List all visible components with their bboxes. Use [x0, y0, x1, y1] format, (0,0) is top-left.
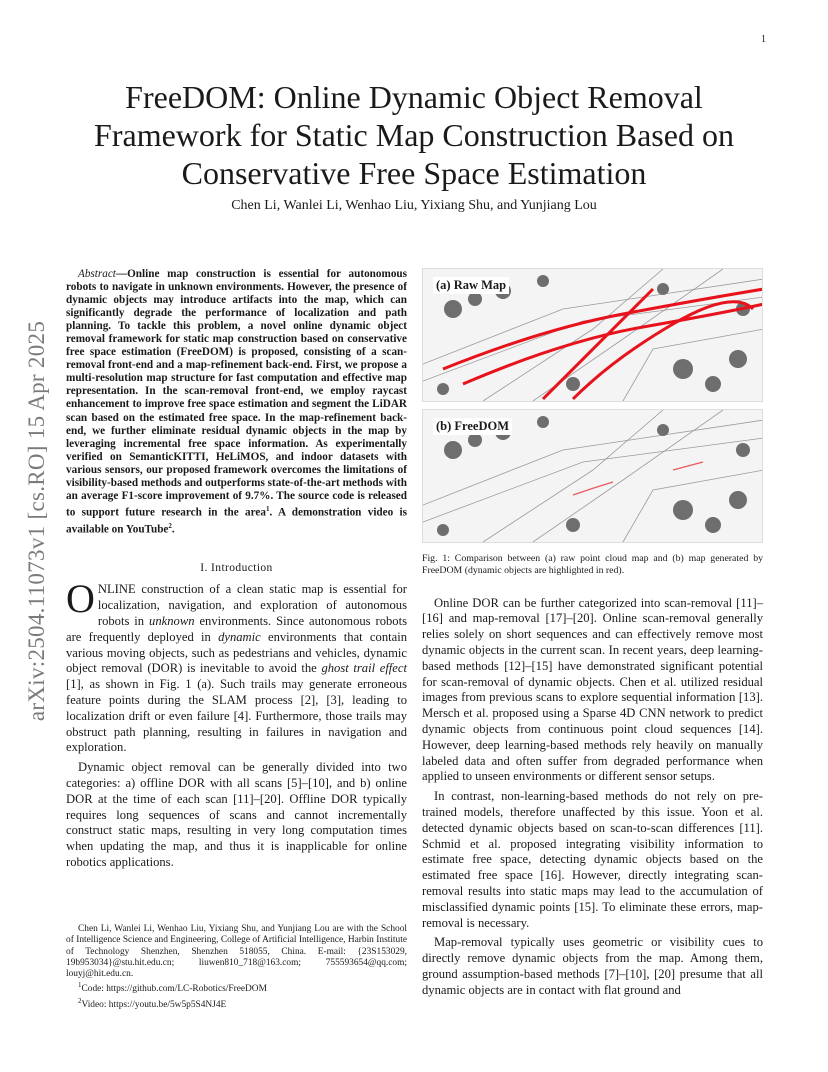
right-paragraph-2: In contrast, non-learning-based methods do not rely on pre-trained models, therefore unaffected by this issue. Yoon et al. detected dynamic objects based on scan-to-scan differences [11]. Schmid et al. proposed integrating visibility information to estimate free space, detecting dynamic objects based on the estimated free space [16]. However, directly integrating scan-removal results into static maps may lead to the accumulation of misclassified dynamic points [15]. To eliminate these errors, map-removal is necessary.: [422, 789, 763, 930]
abstract-text-2: . A demonstration video is available on YouTube: [66, 506, 407, 536]
intro-p1-text-c: environments that contain various moving objects, such as pedestrians and vehicles, dynamic object removal (DOR) is inevitable to avoid the: [66, 629, 407, 676]
panel-label-raw-map: (a) Raw Map: [433, 277, 509, 294]
footnote-code: [66, 980, 407, 995]
footnote-ref-2: 2: [168, 521, 172, 530]
section-heading-introduction: I. Introduction: [200, 562, 273, 575]
drop-cap: O: [66, 576, 95, 622]
intro-paragraph-2: Dynamic object removal can be generally divided into two categories: a) offline DOR with all scans [5]–[10], and b) online DOR at the time of each scan [11]–[20]. Offline DOR typically requires long sequences of scans and cannot incrementally construct static maps, resulting in very long computation times when updating the map, and thus it is inapplicable for online robotics applications.: [66, 760, 407, 869]
left-column: [66, 268, 407, 871]
intro-p1-text-b: environments. Since autonomous robots are frequently deployed in: [66, 614, 408, 644]
intro-emph-dynamic: dynamic: [218, 629, 261, 644]
footnote-video: [66, 996, 407, 1011]
footnote-ref-1: 1: [265, 504, 270, 513]
abstract-text: —Online map construction is essential for autonomous robots to navigate in unknown environments. However, the presence of dynamic objects may introduce artifacts into the map, which can significantly degrade the performance of localization and path planning. To tackle this problem, a novel online dynamic object removal framework for static map construction based on conservative free space estimation (FreeDOM) is proposed, consisting of a scan-removal front-end and a map-refinement back-end. First, we propose a multi-resolution map structure for fast computation and effective map representation. In the scan-removal front-end, we employ raycast enhancement to improve free space estimation and segment the LiDAR scan based on the estimated free space. In the map-refinement back-end, we further eliminate residual dynamic objects in the map by leveraging incremental free space information. As experimentally verified on SemanticKITTI, HeLiMOS, and indoor datasets with various sensors, our proposed framework overcomes the limitations of visibility-based methods and outperforms state-of-the-art methods with an average F1-score improvement of 9.7%. The source code is released to support future research in the area: [66, 268, 407, 519]
intro-paragraph-1: [66, 576, 408, 756]
intro-emph-unknown: unknown: [149, 614, 195, 628]
intro-p1-text-a: NLINE construction of a clean static map is essential for localization, navigation, and exploration of autonomous robots in: [97, 582, 407, 628]
author-list: Chen Li, Wanlei Li, Wenhao Liu, Yixiang Shu, and Yunjiang Lou: [231, 198, 597, 213]
intro-p1-text-d: [1], as shown in Fig. 1 (a). Such trails may generate erroneous feature points during the SLAM process [2], [3], leading to localization drift or even failure [4]. Furthermore, those trails may obstruct path planning, resulting in failures in navigation and exploration.: [66, 677, 407, 755]
intro-emph-ghost-trail: ghost trail effect: [321, 661, 407, 676]
figure-panel-raw-map: [422, 268, 763, 402]
arxiv-stamp-text: arXiv:2504.11073v1 [cs.RO] 15 Apr 2025: [24, 320, 50, 722]
abstract-end: .: [171, 523, 175, 536]
footnotes: [66, 924, 407, 1011]
figure-caption: Fig. 1: Comparison between (a) raw point cloud map and (b) map generated by FreeDOM (dynamic objects are highlighted in red).: [422, 553, 763, 576]
arxiv-stamp: [24, 286, 50, 756]
panel-label-freedom: (b) FreeDOM: [433, 418, 512, 435]
right-paragraph-3: Map-removal typically uses geometric or visibility cues to directly remove dynamic objects from the map. Among them, ground assumption-based methods [7]–[10], [20] presume that all dynamic objects are in contact with flat ground and: [422, 935, 763, 997]
footnote-video-text: Video: https://youtu.be/5w5p5S4NJ4E: [81, 1000, 227, 1011]
abstract-label: Abstract: [78, 268, 116, 280]
footnote-affiliation: Chen Li, Wanlei Li, Wenhao Liu, Yixiang Shu, and Yunjiang Lou are with the School of Intelligence Science and Engineering, College of Artificial Intelligence, Harbin Institute of Technology Shenzhen, Shenzhen 518055, China. E-mail: {23S153029, 19b953034}@stu.hit.edu.cn; liuwen810_718@163.com; 755593654@qq.com; louyj@hit.edu.cn.: [66, 924, 407, 980]
right-column-text: [422, 596, 763, 999]
footnote-code-mark: 1: [78, 981, 82, 990]
right-paragraph-1: Online DOR can be further categorized into scan-removal [11]–[16] and map-removal [17]–[20]. Online scan-removal generally relies solely on short sequences and can effectively remove most dynamic objects in the current scan. In recent years, deep learning-based methods [12]–[15] have demonstrated significant potential for scan-removal of dynamic objects. Chen et al. utilized residual images from previous scans to explore sequential information [13]. Mersch et al. proposed using a Sparse 4D CNN network to predict dynamic objects from continuous point cloud sequences [14]. However, deep learning-based methods rely heavily on manually labeled data and often suffer from degraded performance when applied to unseen environments or different sensor setups.: [422, 595, 763, 784]
right-column: [422, 268, 763, 999]
abstract: [66, 268, 407, 536]
page-number: 1: [761, 34, 766, 45]
footnote-video-mark: 2: [78, 996, 82, 1005]
footnote-code-text: Code: https://github.com/LC-Robotics/FreeDOM: [81, 984, 267, 995]
paper-title: FreeDOM: Online Dynamic Object Removal Framework for Static Map Construction Based on Conservative Free Space Estimation: [94, 79, 734, 191]
figure-panel-freedom: [422, 409, 763, 543]
figure-1: [422, 268, 763, 577]
